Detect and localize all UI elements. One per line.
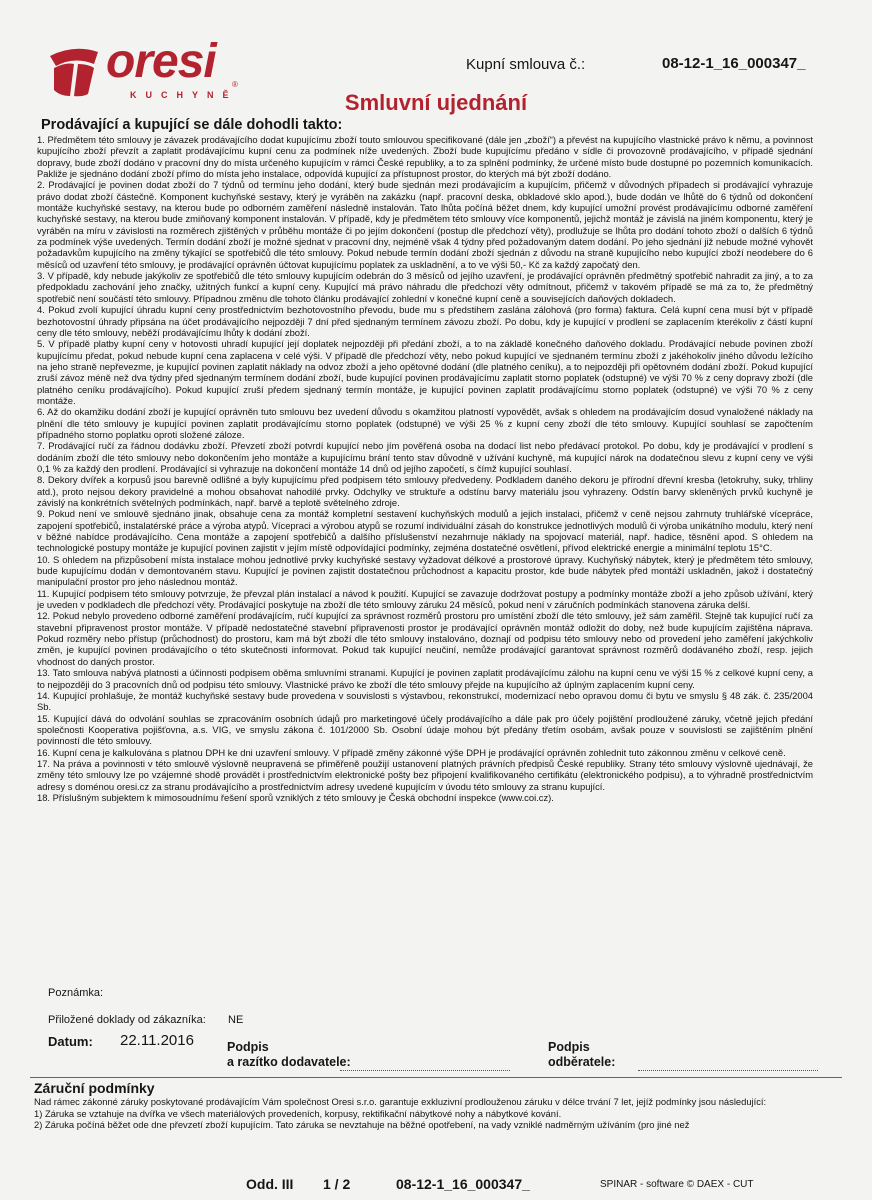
term-item: 6. Až do okamžiku dodání zboží je kupující oprávněn tuto smlouvu bez uvedení důvodu s okamžitou platností vypovědět, avšak s ohledem na prodávajícím dosud vynaložené náklady na plnění dle této smlouvy je kupující povinen zaplatit prodávajícímu storno poplatek (odstupné) ve výši 25 % z kupní ceny zboží dle této smlouvy. Kupující souhlasí se započtením případného storno poplatku oproti složené záloze.: [37, 406, 813, 440]
logo-wordmark: oresi: [106, 35, 216, 88]
term-item: 18. Příslušným subjektem k mimosoudnímu řešení sporů vzniklých z této smlouvy je Česká obchodní inspekce (www.coi.cz).: [37, 791, 554, 803]
attachments-value: NE: [228, 1014, 244, 1026]
term-item: 9. Pokud není ve smlouvě sjednáno jinak, obsahuje cena za montáž kompletní sestavení kuchyňských modulů a jejich instalaci, přičemž v ceně nejsou zahrnuty truhlářské vícepráce, zapojení spotřebičů, instalatérské práce a výroba atypů. Vícepraci a výrobou atypů se rozumí individuální zásah do konstrukce jednotlivých modulů či výroba unikátního modulu, který není v běžné nabídce prodávajícího. Cena montáže a zapojení spotřebičů a dalšího příslušenství nezahrnuje náklady na spojovací materiál, např. hadice, těsnění apod. S ohledem na technologické postupy montáže je kupující povinen zajistit v jejím místě odpovídající podmínky, zejména dostatečné osvětlení, přívod elektrické energie a minimální teplotu 15°C.: [37, 508, 813, 554]
term-item: 1. Předmětem této smlouvy je závazek prodávajícího dodat kupujícímu zboží touto smlouvou specifikované (dále jen „zboží“) a převést na kupujícího vlastnické právo k němu, a povinnost kupujícího zboží převzít a zaplatit prodávajícímu kupní cenu za podmínek níže uvedených. Zboží bude kupujícímu předáno v sídle či provozovně prodávajícího, v případě sjednání dopravy, bude zboží dodáno v pracovní dny do místa určeného kupujícím v rámci České republiky, a to za splnění podmínky, že určené místo bude dostupné po pozemních komunikacích. Pakliže je sjednáno dodání zboží přímo do místa jeho instalace, odpovídá kupující za přístupnost prostor, do kterých má být zboží dodáno.: [37, 134, 813, 180]
footer-page-number: 1 / 2: [323, 1176, 351, 1192]
buyer-signature-line: [638, 1070, 818, 1071]
term-item: 15. Kupující dává do odvolání souhlas se zpracováním osobních údajů pro marketingové účely prodávajícího a dále pak pro účely pojištění prodloužené záruky, včetně jejich předání společnosti Kooperativa pojišťovna, a.s. VIG, ve smyslu zákona č. 101/2000 Sb. Osobní údaje mohou být předány třetím osobám, avšak pouze v souvislosti se zajištěním plnění povinností dle této smlouvy.: [37, 712, 813, 747]
date-value: 22.11.2016: [120, 1032, 194, 1049]
term-item: 12. Pokud nebylo provedeno odborné zaměření prodávajícím, ručí kupující za správnost rozměrů prostoru pro umístění zboží dle této smlouvy, jež sám zaměřil. Stejně tak kupující ručí za stavební připravenost prostor montáže. V případě nedostatečné stavební připravenosti prostor je prodávající oprávněn montáž odložit do doby, než bude kupujícím zajištěna náprava. Pokud rozměry nebo přístup (průchodnost) do prostoru, kam má být zboží dle této smlouvy instalováno, doznají od podpisu této smlouvy nebo od provedení jeho zaměření jakýchkoliv změn, je kupující povinen prodávajícího o této skutečnosti informovat. Pokud tak kupující neučiní, nemůže prodávající garantovat správnost rozměrů dodávaného zboží, resp. jejich vhodnost do daných prostor.: [37, 610, 813, 667]
footer-software-credit: SPINAR - software © DAEX - CUT: [600, 1179, 754, 1190]
attachments-label: Přiložené doklady od zákazníka:: [48, 1014, 206, 1026]
seller-signature-label: [227, 1040, 407, 1070]
seller-signature-line: [340, 1070, 510, 1071]
term-item: 13. Tato smlouva nabývá platnosti a účinnosti podpisem oběma smluvními stranami. Kupující je povinen zaplatit prodávajícímu zálohu na kupní cenu ve výši 15 % z celkové kupní ceny, a to nejpozději do 3 pracovních dnů od podpisu této smlouvy. Vlastnické právo ke zboží dle této smlouvy přejde na kupujícího až úplným zaplacením kupní ceny.: [37, 667, 813, 690]
term-item: 4. Pokud zvolí kupující úhradu kupní ceny prostřednictvím bezhotovostního převodu, bude mu s předstihem zaslána zálohová (pro forma) faktura. Celá kupní cena musí být v případě bezhotovostní úhrady připsána na účet prodávajícího nejpozději 7 dní před sjednaným termínem závozu zboží. Po dobu, kdy je kupující v prodlení se zaplacením kterékoliv z částí kupní ceny dle této smlouvy, neběží prodávajícímu lhůty k dodání zboží.: [37, 304, 813, 338]
term-item: 14. Kupující prohlašuje, že montáž kuchyňské sestavy bude provedena v souvislosti s výstavbou, rekonstrukcí, modernizací nebo opravou domu či bytu ve smyslu § 48 zák. č. 235/2004 Sb.: [37, 689, 813, 713]
contract-number-label: Kupní smlouva č.:: [466, 56, 586, 73]
term-item: 11. Kupující podpisem této smlouvy potvrzuje, že převzal plán instalací a návod k použití. Kupující se zavazuje dodržovat postupy a podmínky montáže zboží a jeho způsob užívání, který je uveden v podkladech dle předchozí věty. Prodávající poskytuje na zboží dle této smlouvy záruku 24 měsíců, pokud není v záručních podmínkách stanovena záruka delší.: [37, 587, 813, 611]
logo-registered-mark: ®: [232, 80, 238, 89]
footer-contract-number: 08-12-1_16_000347_: [396, 1176, 530, 1192]
term-item: 16. Kupní cena je kalkulována s platnou DPH ke dni uzavření smlouvy. V případě změny zákonné výše DPH je prodávající oprávněn zohlednit tuto zákonnou změnu v celkové ceně.: [37, 746, 786, 758]
note-label: Poznámka:: [48, 987, 104, 999]
date-label: Datum:: [48, 1034, 93, 1049]
buyer-signature-text: Podpis odběratele:: [548, 1040, 616, 1069]
warranty-paragraph: Nad rámec zákonné záruky poskytované prodávajícím Vám společnost Oresi s.r.o. garantuje exkluzivní prodlouženou záruku v délce trvání 7 let, jejíž podmínky jsou následující:: [34, 1096, 767, 1107]
term-item: 8. Dekory dvířek a korpusů jsou barevně odlišné a byly kupujícímu před podpisem této smlouvy předvedeny. Podkladem daného dekoru je přírodní dřevní kresba (letokruhy, suky, trhliny atd.), proto nejsou dekory pravidelné a mohou obsahovat nahodilé prvky. Odchylky ve struktuře a odstínu barvy materiálu jsou vyhrazeny. Odstín barvy skleněných prvků kuchyně je závislý na konkrétních světelných podmínkách, např. barvě a teplotě světelného zdroje.: [37, 474, 813, 508]
logo-subtitle: KUCHYNĚ: [130, 90, 238, 100]
warranty-title: Záruční podmínky: [34, 1080, 155, 1096]
page-title: Smluvní ujednání: [344, 90, 528, 115]
seller-signature-text: Podpis a razítko dodavatele:: [227, 1040, 351, 1069]
term-item: 3. V případě, kdy nebude jakýkoliv ze spotřebičů dle této smlouvy kupujícím odebrán do 3 měsíců od jejího uzavření, je prodávající oprávněn předmětný spotřebič nahradit za jiný, a to za předpokladu zachování jeho značky, užitných funkcí a kupní ceny. Kupující má právo náhradu dle předchozí věty odmítnout, přičemž v takovém případě se má za to, že předmětný spotřebič není součástí této smlouvy. Případnou změnu dle tohoto článku prodávající zohlední v konečné kupní ceně a souvisejících daňových dokladech.: [37, 270, 813, 304]
warranty-text: [34, 1096, 826, 1131]
warranty-paragraph: 2) Záruka počíná běžet ode dne převzetí zboží kupujícím. Tato záruka se nevztahuje na běžné opotřebení, na vady vzniklé nadměrným užíváním (pro jiné než: [34, 1119, 690, 1130]
term-item: 17. Na práva a povinnosti v této smlouvě výslovně neupravená se přiměřeně použijí ustanovení platných právních předpisů České republiky. Strany této smlouvy výslovně ujednávají, že změny této smlouvy lze po vzájemné shodě provádět i prostřednictvím elektronické pošty bez připojení kvalifikovaného certifikátu (elektronického podpisu), a to výhradně prostřednictvím adresy s doménou oresi.cz za stranu prodávajícího a prostřednictvím adresy uvedené kupujícím v úvodu této smlouvy za stranu kupující.: [37, 757, 813, 792]
term-item: 5. V případě platby kupní ceny v hotovosti uhradí kupující její doplatek nejpozději při předání zboží, a to na základě konečného daňového dokladu. Prodávající nebude povinen zboží kupujícímu předat, pokud nebude kupní cena zaplacena v celé výši. V případě dle předchozí věty, nebo pokud kupující ve sjednaném termínu zboží z jakéhokoliv jiného důvodu ležícího na jeho straně nepřevezme, je kupující povinen zaplatit náklady na odvoz zboží a jeho opětovné dodání (dle platného ceníku), a to nejpozději při opětovném dodání zboží. Pokud kupující zruší závoz méně než dva týdny před sjednaným termínem dodání zboží, bude kupující povinen prodávajícímu zaplatit storno poplatek (odstupné) ve výši 70 % z ceny dopravy zboží (dle platného ceníku prodávajícího). Pokud kupující zruší předem sjednaný termín montáže, je kupující povinen zaplatit prodávajícímu storno poplatek (odstupné) ve výši 70 % z ceny montáže.: [37, 338, 813, 406]
term-item: 10. S ohledem na přizpůsobení místa instalace mohou jednotlivé prvky kuchyňské sestavy vyžadovat délkové a prostorové úpravy. Kuchyňský nábytek, který je předmětem této smlouvy, bude kupujícímu dodán v demontovaném stavu. Kupující je povinen zajistit dostatečnou průchodnost a kapacitu prostor, kde bude nábytek před montáží uskladněn, jakož i dostatečný manipulační prostor pro jeho následnou montáž.: [37, 553, 813, 588]
contract-number: 08-12-1_16_000347_: [662, 55, 806, 72]
section-divider: [30, 1077, 842, 1078]
term-item: 7. Prodávající ručí za řádnou dodávku zboží. Převzetí zboží potvrdí kupující nebo jím pověřená osoba na dodací list nebo předávací protokol. Po dobu, kdy je prodávající v prodlení s dodáním zboží dle této smlouvy nebo dokončením jeho montáže a kupujícímu brání tento stav důvodně v užívání kuchyně, má kupující nárok na dodatečnou slevu z kupní ceny ve výši 0,1 % za každý den prodlení. Prodávající si vyhrazuje na dokončení montáže 14 dnů od jejího započetí, s čímž kupující souhlasí.: [37, 440, 813, 474]
intro-heading: Prodávající a kupující se dále dohodli takto:: [41, 117, 343, 133]
footer-section-code: Odd. III: [246, 1176, 294, 1192]
warranty-paragraph: 1) Záruka se vztahuje na dvířka ve všech materiálových provedeních, korpusy, rektifikační nábytkové nohy a nábytkové kování.: [34, 1107, 562, 1119]
term-item: 2. Prodávající je povinen dodat zboží do 7 týdnů od termínu jeho dodání, který bude sjednán mezi prodávajícím a kupujícím, přičemž v důvodných případech si prodávající vyhrazuje právo dodat zboží částečně. Komponent kuchyňské sestavy, který je vyráběn na zakázku (např. pracovní deska, obkladové sklo apod.), bude dodán ve lhůtě do 6 týdnů od dokončení montáže kuchyňské sestavy, na kterou bude po odborném zaměření následně instalován. Tato lhůta počíná běžet dnem, kdy kupující umožní provést prodávajícímu odborné zaměření kuchyňské sestavy, na kterou bude zmiňovaný komponent instalován. V případě, kdy je předmětem této smlouvy více komponentů, jejichž montáž je závislá na jiném komponentu, který je vyráběn na míru v závislosti na rozměrech zjištěných v průběhu montáže či po jejím dokončení (postup dle předchozí věty), prodlužuje se lhůta pro dodání tohoto zboží o dalších 6 týdnů za podmínek výše uvedených. Termín dodání zboží je možné sjednat v pracovní dny, nejméně však 4 týdny před požadovaným datem dodání. Po jeho sjednání již nebude možné vyhovět požadavkům kupujícího na změny týkající se spotřebičů dle této smlouvy. Pokud nebude termín dodání zboží sjednán z důvodu na straně kupujícího nebo kupující zboží neodebere do 6 měsíců od uzavření této smlouvy, je prodávající oprávněn účtovat kupujícímu poplatek za uskladnění, a to ve výši 50,- Kč za každý započatý den.: [37, 179, 813, 270]
terms-list: [37, 134, 813, 803]
buyer-signature-label: [548, 1040, 668, 1070]
